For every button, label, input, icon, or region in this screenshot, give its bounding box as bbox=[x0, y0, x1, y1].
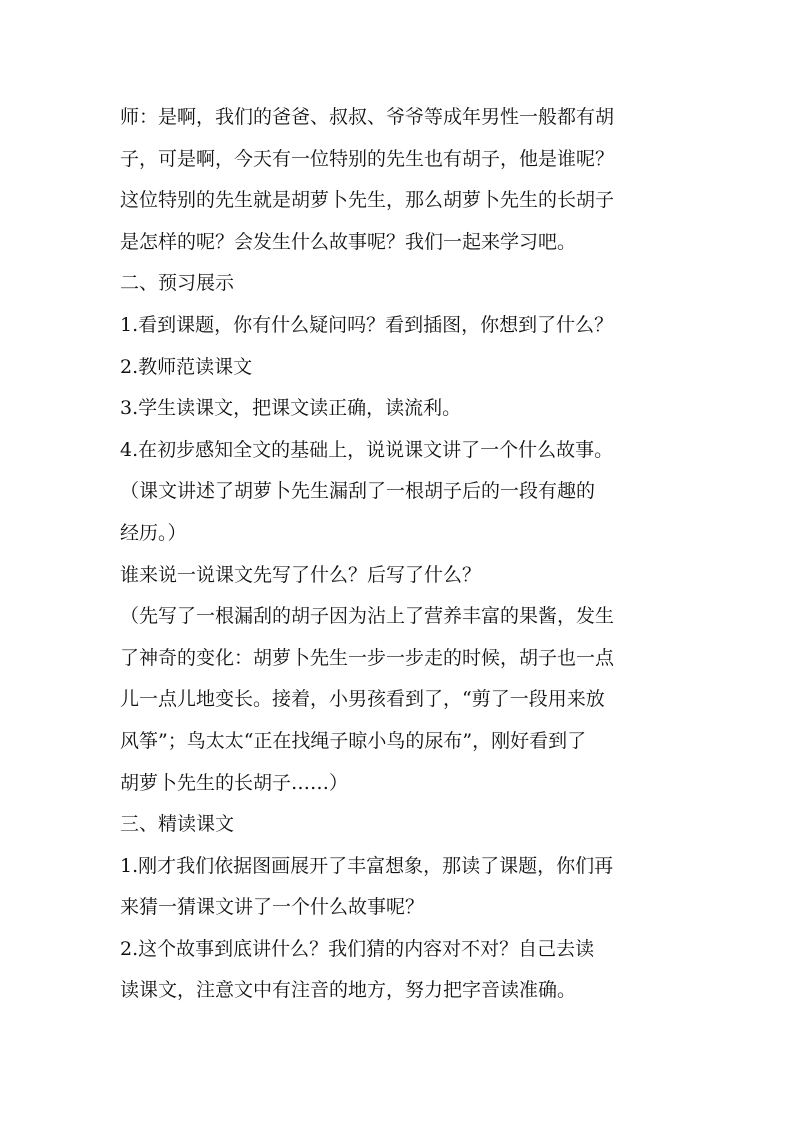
text-line-14: 了神奇的变化：胡萝卜先生一步一步走的时候，胡子也一点 bbox=[120, 646, 615, 669]
text-line-15: 儿一点儿地变长。接着，小男孩看到了，“剪了一段用来放 bbox=[120, 688, 605, 711]
text-line-16: 风筝”；鸟太太“正在找绳子晾小鸟的尿布”，刚好看到了 bbox=[120, 729, 587, 752]
text-line-8: 3.学生读课文，把课文读正确，读流利。 bbox=[120, 397, 462, 420]
text-line-1: 师：是啊，我们的爸爸、叔叔、爷爷等成年男性一般都有胡 bbox=[120, 106, 615, 128]
text-line-17: 胡萝卜先生的长胡子……） bbox=[120, 771, 349, 794]
section-heading-close-reading: 三、精读课文 bbox=[120, 813, 235, 836]
text-line-9: 4.在初步感知全文的基础上，说说课文讲了一个什么故事。 bbox=[120, 438, 614, 461]
text-line-19: 1.刚才我们依据图画展开了丰富想象，那读了课题，你们再 bbox=[120, 854, 614, 877]
section-heading-preview: 二、预习展示 bbox=[120, 272, 235, 295]
text-line-20: 来猜一猜课文讲了一个什么故事呢？ bbox=[120, 896, 425, 919]
text-line-3: 这位特别的先生就是胡萝卜先生，那么胡萝卜先生的长胡子 bbox=[120, 189, 615, 212]
document-body bbox=[120, 97, 700, 1012]
text-line-21: 2.这个故事到底讲什么？我们猜的内容对不对？自己去读 bbox=[120, 937, 595, 960]
text-line-22: 读课文，注意文中有注音的地方，努力把字音读准确。 bbox=[120, 979, 577, 1002]
text-line-13: （先写了一根漏刮的胡子因为沾上了营养丰富的果酱，发生 bbox=[120, 605, 615, 628]
text-line-10: （课文讲述了胡萝卜先生漏刮了一根胡子后的一段有趣的 bbox=[120, 480, 596, 503]
text-line-7: 2.教师范读课文 bbox=[120, 355, 253, 378]
text-line-4: 是怎样的呢？会发生什么故事呢？我们一起来学习吧。 bbox=[120, 230, 577, 253]
text-line-6: 1.看到课题，你有什么疑问吗？看到插图，你想到了什么？ bbox=[120, 313, 614, 336]
text-line-12: 谁来说一说课文先写了什么？后写了什么？ bbox=[120, 563, 482, 586]
text-line-2: 子，可是啊，今天有一位特别的先生也有胡子，他是谁呢？ bbox=[120, 147, 615, 170]
text-line-11: 经历。） bbox=[120, 521, 187, 544]
